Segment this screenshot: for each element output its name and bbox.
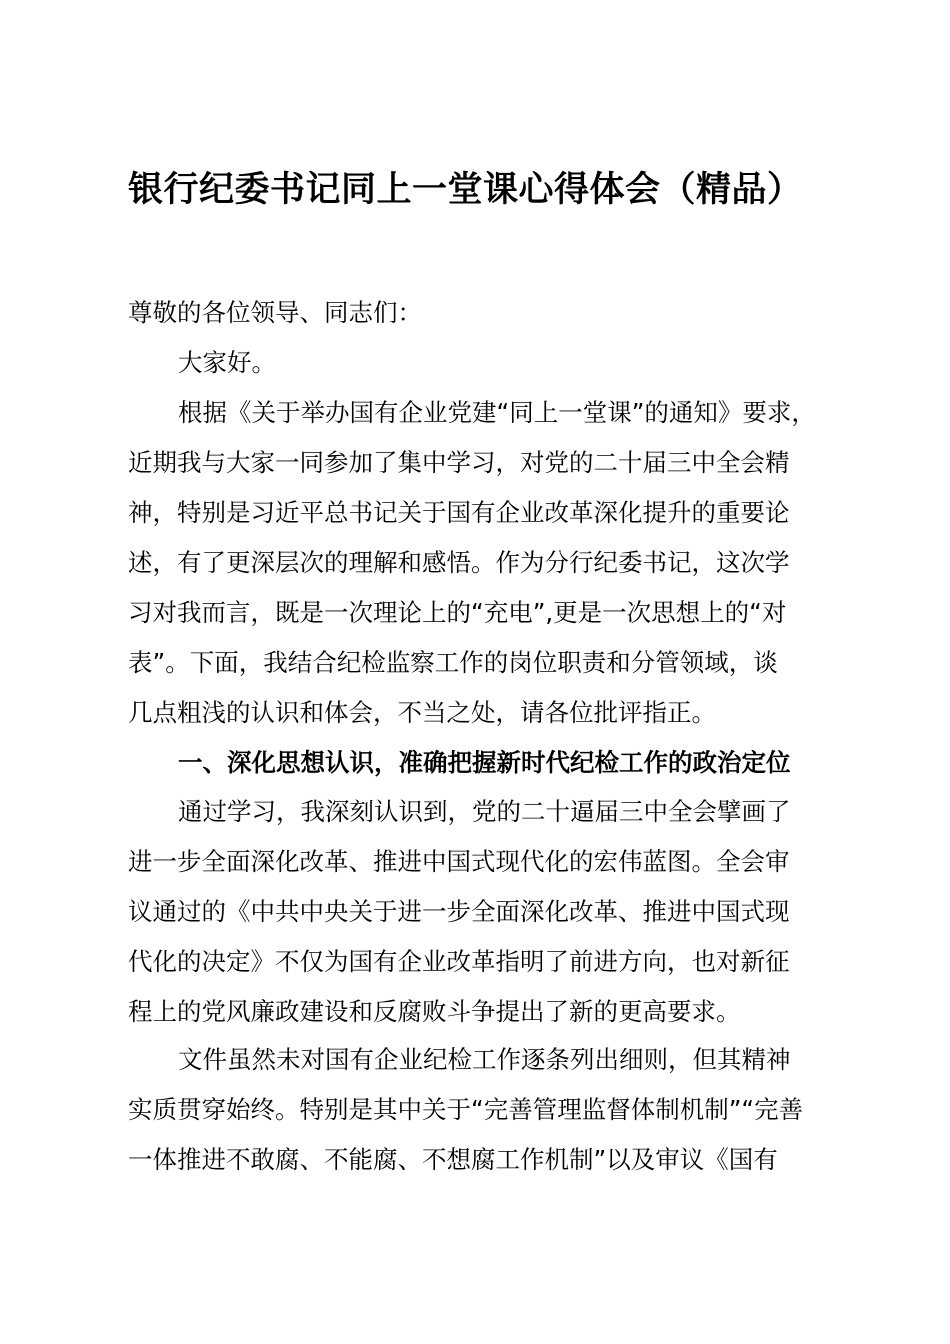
paragraph-line: 实质贯穿始终。特别是其中关于“完善管理监督体制机制”“完善 — [128, 1095, 804, 1124]
paragraph-line: 文件虽然未对国有企业纪检工作逐条列出细则，但其精神 — [178, 1045, 791, 1074]
paragraph-line: 表”。下面，我结合纪检监察工作的岗位职责和分管领域，谈 — [128, 648, 778, 677]
section-heading-1: 一、深化思想认识，准确把握新时代纪检工作的政治定位 — [178, 748, 791, 777]
document-title: 银行纪委书记同上一堂课心得体会（精品） — [128, 170, 803, 210]
paragraph-line: 习对我而言，既是一次理论上的“充电”,更是一次思想上的“对 — [128, 598, 787, 627]
paragraph-line: 根据《关于举办国有企业党建“同上一堂课”的通知》要求， — [178, 398, 816, 427]
greeting: 大家好。 — [178, 348, 276, 377]
paragraph-line: 代化的决定》不仅为国有企业改革指明了前进方向，也对新征 — [128, 947, 790, 976]
paragraph-line: 述，有了更深层次的理解和感悟。作为分行纪委书记，这次学 — [128, 548, 790, 577]
paragraph-line: 议通过的《中共中央关于进一步全面深化改革、推进中国式现 — [128, 897, 790, 926]
paragraph-line: 进一步全面深化改革、推进中国式现代化的宏伟蓝图。全会审 — [128, 847, 790, 876]
paragraph-line: 程上的党风廉政建设和反腐败斗争提出了新的更高要求。 — [128, 997, 741, 1026]
paragraph-line: 一体推进不敢腐、不能腐、不想腐工作机制”以及审议《国有 — [128, 1145, 778, 1174]
paragraph-line: 几点粗浅的认识和体会，不当之处，请各位批评指正。 — [128, 698, 716, 727]
salutation: 尊敬的各位领导、同志们： — [128, 298, 422, 327]
paragraph-line: 通过学习，我深刻认识到，党的二十逼届三中全会擘画了 — [178, 797, 791, 826]
paragraph-line: 神，特别是习近平总书记关于国有企业改革深化提升的重要论 — [128, 498, 790, 527]
paragraph-line: 近期我与大家一同参加了集中学习，对党的二十届三中全会精 — [128, 448, 790, 477]
